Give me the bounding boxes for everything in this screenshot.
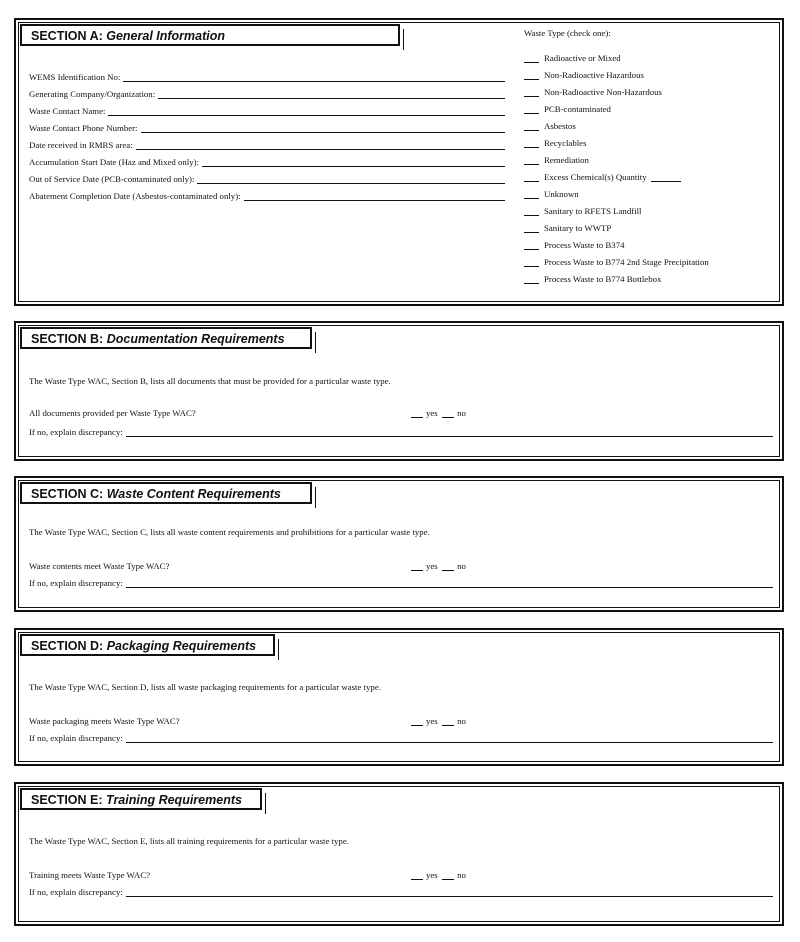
checkbox-line[interactable] bbox=[524, 121, 539, 131]
checkbox-line[interactable] bbox=[524, 223, 539, 233]
waste-type-option[interactable] bbox=[524, 189, 579, 199]
section-e-title: Training Requirements bbox=[106, 793, 242, 807]
checkbox-line[interactable] bbox=[524, 257, 539, 267]
field-label: WEMS Identification No: bbox=[29, 72, 121, 82]
section-a-title: General Information bbox=[106, 29, 226, 43]
waste-type-option[interactable] bbox=[524, 223, 611, 233]
input-line[interactable] bbox=[126, 578, 773, 588]
section-d bbox=[14, 628, 784, 766]
explain-discrepancy-field[interactable] bbox=[29, 425, 773, 437]
yes-checkbox[interactable] bbox=[411, 716, 423, 726]
input-line[interactable] bbox=[126, 733, 773, 743]
section-c-prefix: SECTION C: bbox=[31, 487, 104, 501]
option-label: Process Waste to B374 bbox=[544, 240, 625, 250]
option-label: Asbestos bbox=[544, 121, 576, 131]
checkbox-line[interactable] bbox=[524, 53, 539, 63]
field-label: Generating Company/Organization: bbox=[29, 89, 156, 99]
input-line[interactable] bbox=[126, 427, 773, 437]
waste-type-option[interactable] bbox=[524, 240, 625, 250]
section-b-title: Documentation Requirements bbox=[106, 332, 285, 346]
section-c-description: The Waste Type WAC, Section C, lists all waste content requirements and prohibitions for a particular waste type. bbox=[29, 527, 430, 537]
yes-checkbox[interactable] bbox=[411, 870, 423, 880]
yes-no-choice[interactable] bbox=[411, 716, 466, 726]
section-e-description: The Waste Type WAC, Section E, lists all training requirements for a particular waste type. bbox=[29, 836, 349, 846]
field-out-of-service[interactable] bbox=[29, 172, 505, 184]
section-c bbox=[14, 476, 784, 612]
section-c-question: Waste contents meet Waste Type WAC? bbox=[29, 561, 170, 571]
yes-checkbox[interactable] bbox=[411, 561, 423, 571]
checkbox-line[interactable] bbox=[524, 70, 539, 80]
option-label: Process Waste to B774 2nd Stage Precipitation bbox=[544, 257, 709, 267]
section-e-header bbox=[20, 788, 262, 810]
checkbox-line[interactable] bbox=[524, 189, 539, 199]
input-line[interactable] bbox=[158, 89, 505, 99]
section-b-prefix: SECTION B: bbox=[31, 332, 104, 346]
section-b-description: The Waste Type WAC, Section B, lists all documents that must be provided for a particular waste type. bbox=[29, 376, 391, 386]
waste-type-option[interactable] bbox=[524, 121, 576, 131]
yes-no-choice[interactable] bbox=[411, 408, 466, 418]
field-label: Accumulation Start Date (Haz and Mixed only): bbox=[29, 157, 200, 167]
input-line[interactable] bbox=[141, 123, 506, 133]
input-line[interactable] bbox=[244, 191, 505, 201]
section-a bbox=[14, 18, 784, 306]
explain-discrepancy-field[interactable] bbox=[29, 576, 773, 588]
waste-type-option[interactable] bbox=[524, 172, 681, 182]
section-d-header bbox=[20, 634, 275, 656]
section-b-header bbox=[20, 327, 312, 349]
checkbox-line[interactable] bbox=[524, 87, 539, 97]
waste-type-option[interactable] bbox=[524, 104, 611, 114]
section-c-title: Waste Content Requirements bbox=[106, 487, 281, 501]
waste-type-option[interactable] bbox=[524, 70, 644, 80]
checkbox-line[interactable] bbox=[524, 138, 539, 148]
no-checkbox[interactable] bbox=[442, 408, 454, 418]
field-date-received[interactable] bbox=[29, 138, 505, 150]
waste-type-option[interactable] bbox=[524, 138, 587, 148]
option-label: Non-Radioactive Hazardous bbox=[544, 70, 644, 80]
waste-type-title: Waste Type (check one): bbox=[524, 28, 611, 38]
no-label: no bbox=[457, 716, 466, 726]
field-label: Waste Contact Name: bbox=[29, 106, 106, 116]
field-label: If no, explain discrepancy: bbox=[29, 887, 123, 897]
input-line[interactable] bbox=[202, 157, 505, 167]
no-label: no bbox=[457, 408, 466, 418]
no-label: no bbox=[457, 561, 466, 571]
explain-discrepancy-field[interactable] bbox=[29, 885, 773, 897]
explain-discrepancy-field[interactable] bbox=[29, 731, 773, 743]
option-label: Non-Radioactive Non-Hazardous bbox=[544, 87, 662, 97]
section-d-prefix: SECTION D: bbox=[31, 639, 104, 653]
yes-no-choice[interactable] bbox=[411, 561, 466, 571]
yes-checkbox[interactable] bbox=[411, 408, 423, 418]
section-d-question: Waste packaging meets Waste Type WAC? bbox=[29, 716, 180, 726]
yes-label: yes bbox=[426, 561, 438, 571]
field-label: Abatement Completion Date (Asbestos-contaminated only): bbox=[29, 191, 241, 201]
option-label: Excess Chemical(s) Quantity bbox=[544, 172, 647, 182]
option-label: Process Waste to B774 Bottlebox bbox=[544, 274, 662, 284]
section-d-title: Packaging Requirements bbox=[106, 639, 257, 653]
quantity-input-line[interactable] bbox=[651, 172, 681, 182]
field-contact-name[interactable] bbox=[29, 104, 505, 116]
field-label: If no, explain discrepancy: bbox=[29, 427, 123, 437]
checkbox-line[interactable] bbox=[524, 172, 539, 182]
section-e bbox=[14, 782, 784, 926]
section-b bbox=[14, 321, 784, 461]
waste-type-option[interactable] bbox=[524, 257, 709, 267]
field-contact-phone[interactable] bbox=[29, 121, 505, 133]
option-label: Radioactive or Mixed bbox=[544, 53, 621, 63]
yes-label: yes bbox=[426, 408, 438, 418]
waste-type-option[interactable] bbox=[524, 206, 642, 216]
option-label: Unknown bbox=[544, 189, 579, 199]
no-label: no bbox=[457, 870, 466, 880]
option-label: Sanitary to WWTP bbox=[544, 223, 612, 233]
section-a-prefix: SECTION A: bbox=[31, 29, 103, 43]
input-line[interactable] bbox=[197, 174, 505, 184]
option-label: Remediation bbox=[544, 155, 589, 165]
option-label: Sanitary to RFETS Landfill bbox=[544, 206, 642, 216]
field-wems-id[interactable] bbox=[29, 70, 505, 82]
waste-type-option[interactable] bbox=[524, 274, 661, 284]
section-a-header bbox=[20, 24, 400, 46]
field-label: If no, explain discrepancy: bbox=[29, 733, 123, 743]
checkbox-line[interactable] bbox=[524, 155, 539, 165]
yes-label: yes bbox=[426, 716, 438, 726]
checkbox-line[interactable] bbox=[524, 240, 539, 250]
field-generating-company[interactable] bbox=[29, 87, 505, 99]
section-e-prefix: SECTION E: bbox=[31, 793, 103, 807]
input-line[interactable] bbox=[108, 106, 505, 116]
no-checkbox[interactable] bbox=[442, 716, 454, 726]
section-b-question: All documents provided per Waste Type WAC? bbox=[29, 408, 196, 418]
no-checkbox[interactable] bbox=[442, 561, 454, 571]
waste-type-option[interactable] bbox=[524, 155, 589, 165]
field-label: Out of Service Date (PCB-contaminated only): bbox=[29, 174, 195, 184]
yes-label: yes bbox=[426, 870, 438, 880]
field-label: Date received in RMRS area: bbox=[29, 140, 133, 150]
option-label: Recyclables bbox=[544, 138, 587, 148]
waste-type-option[interactable] bbox=[524, 53, 621, 63]
option-label: PCB-contaminated bbox=[544, 104, 611, 114]
input-line[interactable] bbox=[136, 140, 505, 150]
input-line[interactable] bbox=[126, 887, 773, 897]
section-c-header bbox=[20, 482, 312, 504]
waste-type-option[interactable] bbox=[524, 87, 662, 97]
field-label: If no, explain discrepancy: bbox=[29, 578, 123, 588]
no-checkbox[interactable] bbox=[442, 870, 454, 880]
yes-no-choice[interactable] bbox=[411, 870, 466, 880]
section-d-description: The Waste Type WAC, Section D, lists all waste packaging requirements for a particular waste type. bbox=[29, 682, 381, 692]
input-line[interactable] bbox=[123, 72, 505, 82]
field-label: Waste Contact Phone Number: bbox=[29, 123, 138, 133]
section-e-question: Training meets Waste Type WAC? bbox=[29, 870, 151, 880]
field-accumulation-start[interactable] bbox=[29, 155, 505, 167]
checkbox-line[interactable] bbox=[524, 104, 539, 114]
checkbox-line[interactable] bbox=[524, 206, 539, 216]
field-abatement-completion[interactable] bbox=[29, 189, 505, 201]
checkbox-line[interactable] bbox=[524, 274, 539, 284]
